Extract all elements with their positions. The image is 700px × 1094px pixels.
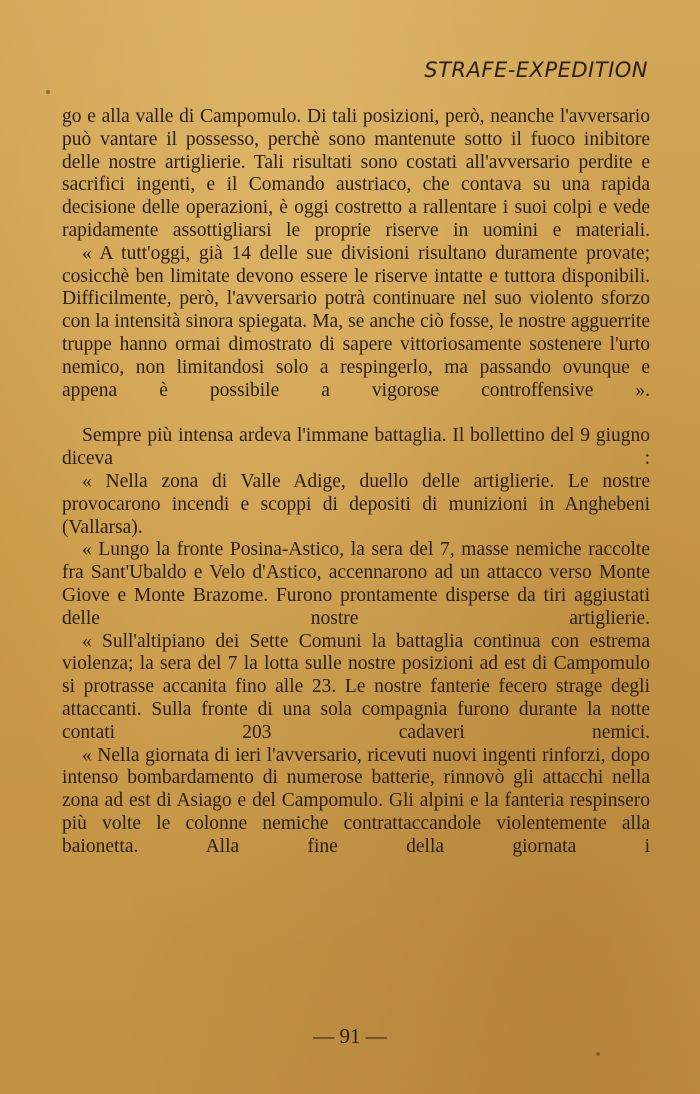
paragraph: « Nella giornata di ieri l'avversario, ricevuti nuovi ingenti rinforzi, dopo intenso bombardamento di numerose batterie, rinnovò gli attacchi nella zona ad est di Asiago e del Campomulo. Gli alpini e la fanteria respinsero più volte le colonne nemiche contrattaccandole violentemente alla baionetta. Alla fine della giornata i (62, 744, 650, 857)
paragraph: « A tutt'oggi, già 14 delle sue divisioni risultano duramente provate; cosicchè ben limitate devono essere le riserve intatte e tuttora disponibili. Difficilmente, però, l'avversario potrà continuare nel suo violento sforzo con la intensità sinora spiegata. Ma, se anche ciò fosse, le nostre agguerrite truppe hanno ormai dimostrato di sapere vittoriosamente sostenere l'urto nemico, non limitandosi solo a respingerlo, ma passando ovunque e appena è possibile a vigorose controffensive ». (62, 242, 650, 401)
body-text (62, 106, 650, 859)
paragraph: « Lungo la fronte Posina-Astico, la sera del 7, masse nemiche raccolte fra Sant'Ubaldo e Velo d'Astico, accennarono ad un attacco verso Monte Giove e Monte Brazome. Furono prontamente disperse da tiri aggiustati delle nostre artiglierie. (62, 539, 650, 629)
section-gap (62, 402, 650, 425)
paper-speck (46, 90, 50, 94)
paragraph: Sempre più intensa ardeva l'immane battaglia. Il bollettino del 9 giugno diceva : (62, 425, 650, 470)
paper-speck (596, 1052, 600, 1056)
paragraph: « Sull'altipiano dei Sette Comuni la battaglia continua con estrema violenza; la sera del 7 la lotta sulle nostre posizioni ad est di Campomulo si protrasse accanita fino alle 23. Le nostre fanterie fecero strage degli attaccanti. Sulla fronte di una sola compagnia furono durante la notte contati 203 cadaveri nemici. (62, 630, 650, 743)
paragraph: « Nella zona di Valle Adige, duello delle artiglierie. Le nostre provocarono incendi e scoppi di depositi di munizioni in Anghebeni (Vallarsa). (62, 470, 650, 538)
page-number: — 91 — (313, 1024, 387, 1048)
running-head: STRAFE-EXPEDITION (424, 58, 648, 82)
paragraph: go e alla valle di Campomulo. Di tali posizioni, però, neanche l'avversario può vantare il possesso, perchè sono mantenute sotto il fuoco inibitore delle nostre artiglierie. Tali risultati sono costati all'avversario perdite e sacrifici ingenti, e il Comando austriaco, che contava su una rapida decisione delle operazioni, è oggi costretto a rallentare i suoi colpi e vede rapidamente assottigliarsi le proprie riserve in uomini e materiali. (62, 106, 650, 241)
